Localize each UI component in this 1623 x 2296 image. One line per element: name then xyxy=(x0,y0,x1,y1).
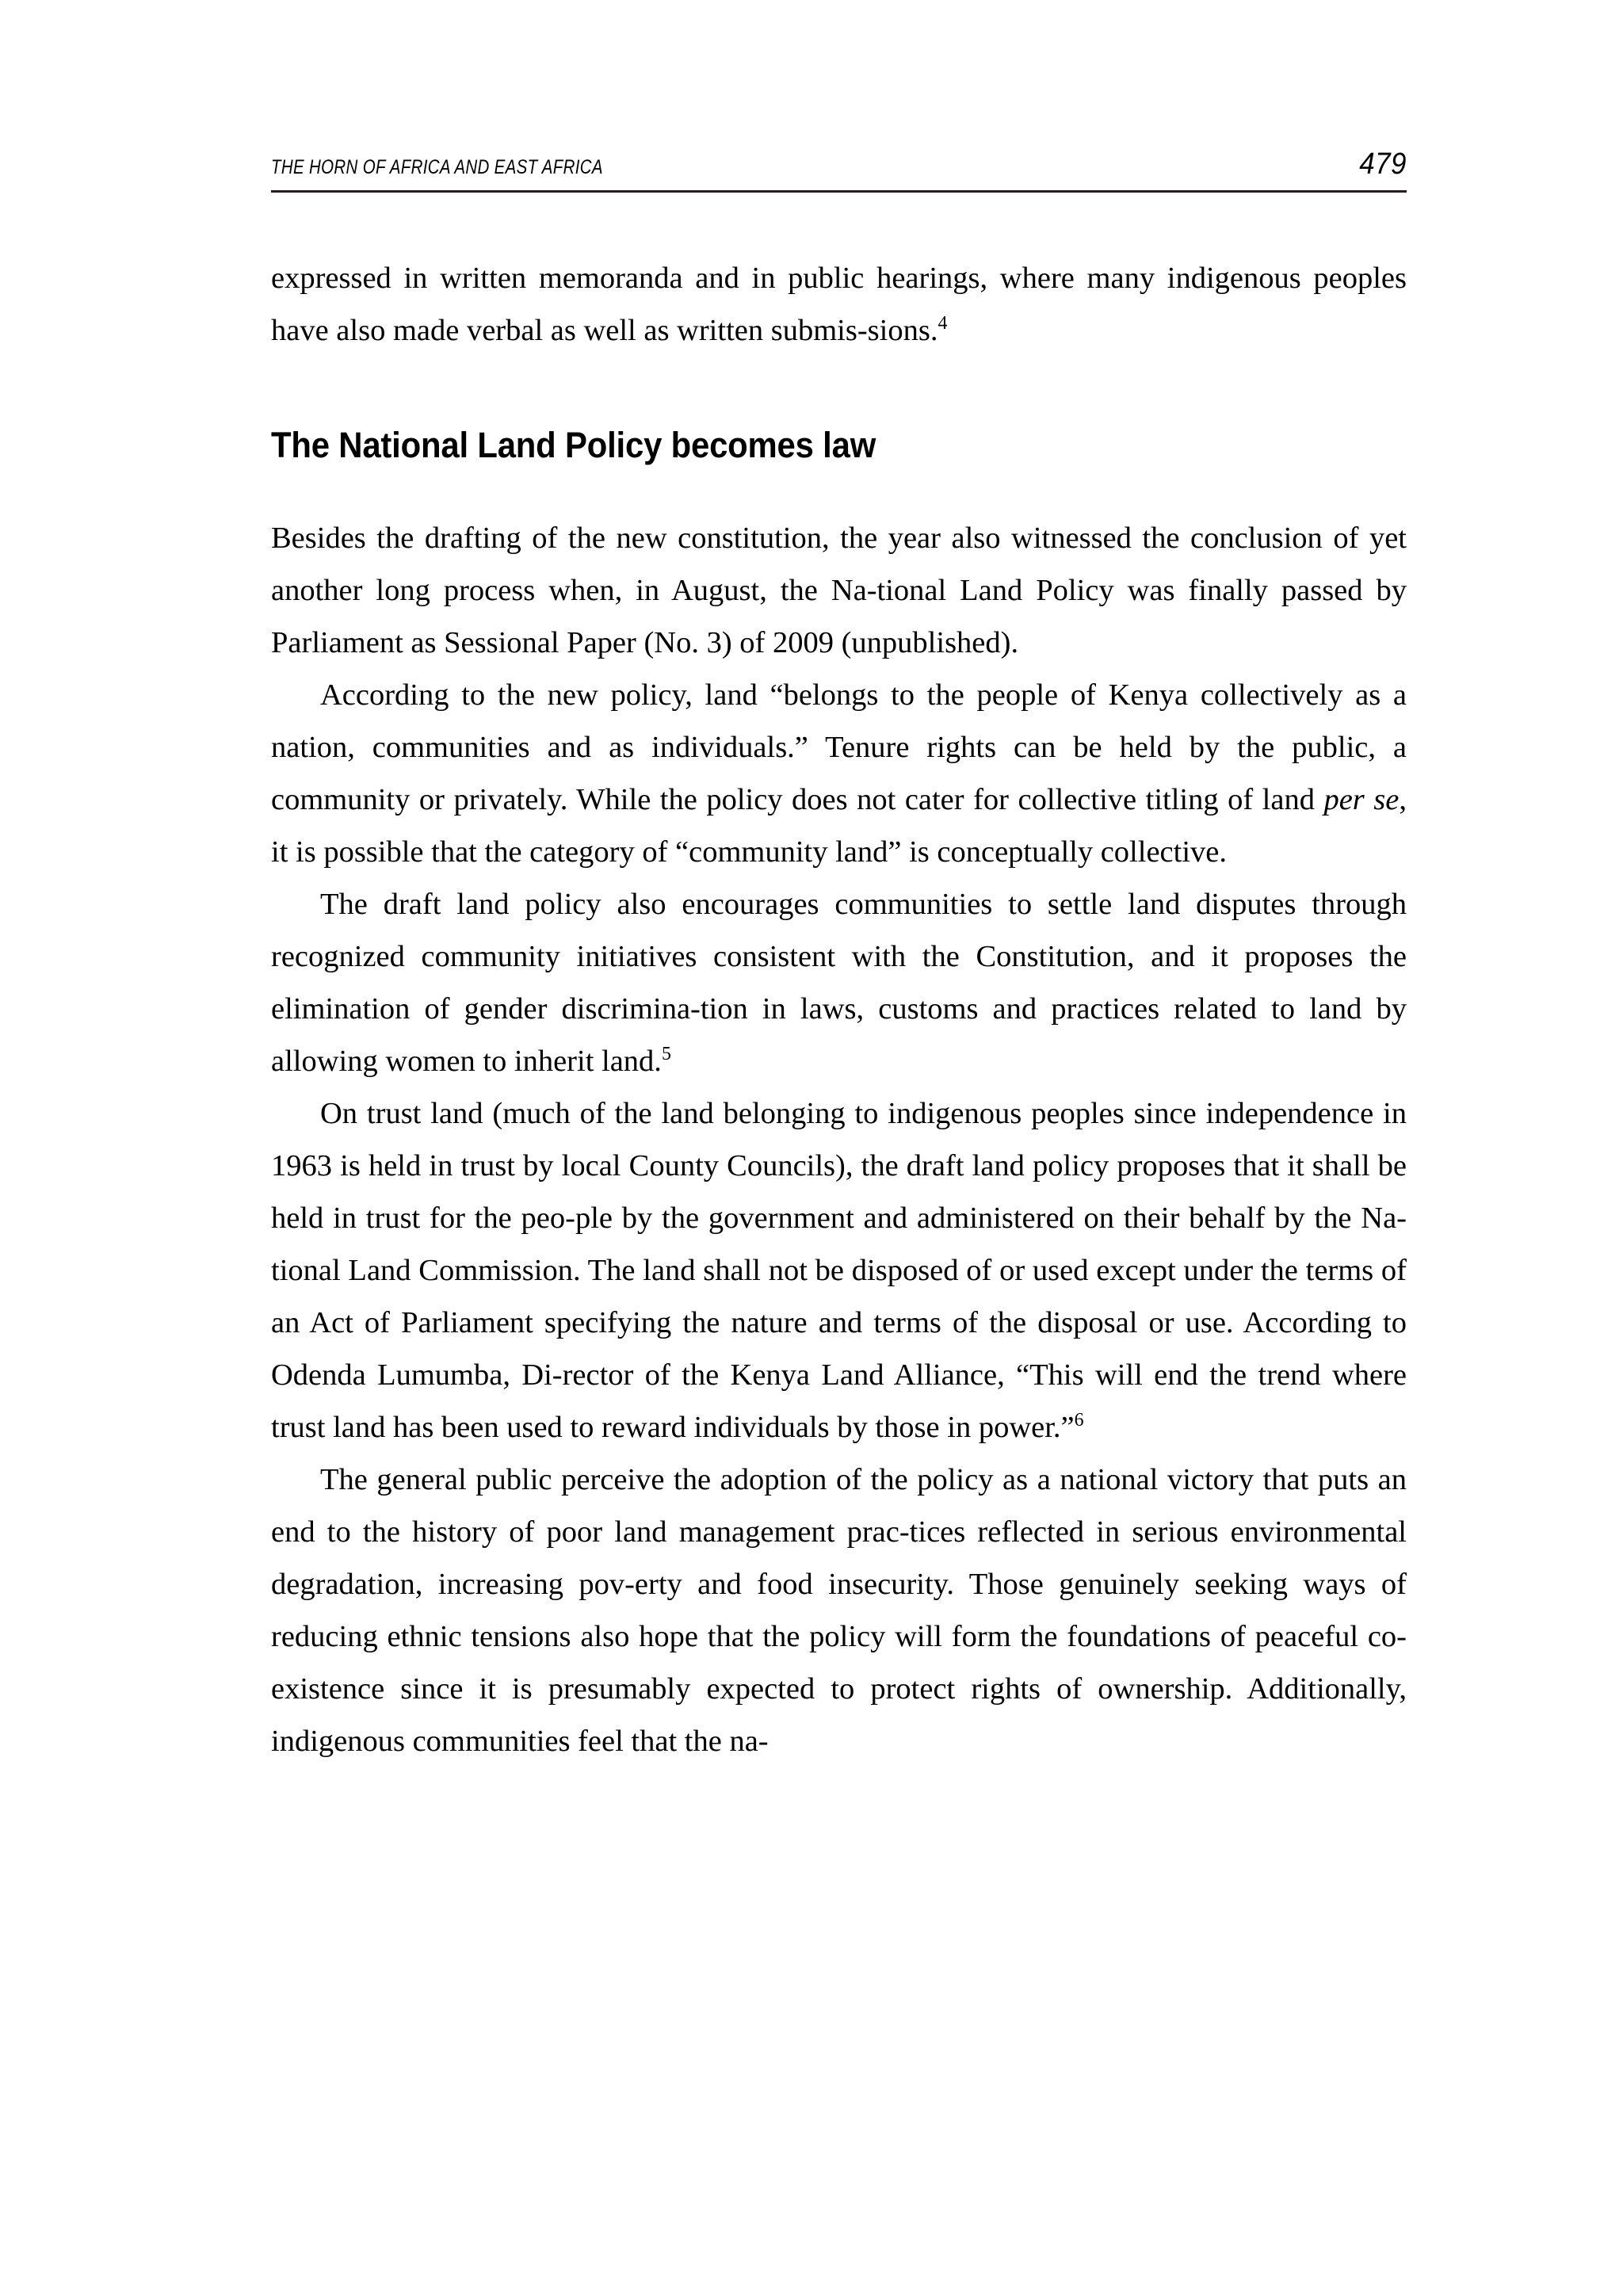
text-column xyxy=(271,252,1407,1767)
header-rule-divider xyxy=(271,190,1407,193)
paragraph-text: expressed in written memoranda and in public hearings, where many indigenous peoples have also made verbal as well as written submis-sions. xyxy=(271,262,1407,347)
paragraph-text-before-italic: According to the new policy, land “belongs to the people of Kenya collectively as a nation, communities and as individuals.” Tenure rights can be held by the public, a community or privately. While the policy does not cater for collective titling of land xyxy=(271,678,1407,816)
footnote-marker-6: 6 xyxy=(1074,1410,1084,1431)
paragraph-text: Besides the drafting of the new constitution, the year also witnessed the conclusion of yet another long process when, in August, the Na-tional Land Policy was finally passed by Parliament as Sessional Paper (No. 3) of 2009 (unpublished). xyxy=(271,521,1407,659)
latin-phrase-per-se: per se xyxy=(1323,783,1400,816)
paragraph-according-to-policy xyxy=(271,669,1407,878)
running-header-title: THE HORN OF AFRICA AND EAST AFRICA xyxy=(271,156,603,178)
footnote-marker-5: 5 xyxy=(661,1044,671,1065)
paragraph-continuation xyxy=(271,252,1407,357)
paragraph-besides-drafting xyxy=(271,512,1407,669)
paragraph-text-after-italic: , it is possible that the category of “community land” is conceptually collective. xyxy=(271,783,1407,869)
running-header xyxy=(271,147,1407,181)
paragraph-general-public xyxy=(271,1454,1407,1767)
spacer-below-heading xyxy=(271,468,1407,512)
spacer-above-heading xyxy=(271,357,1407,423)
paragraph-draft-land-policy xyxy=(271,878,1407,1087)
paragraph-text: The draft land policy also encourages communities to settle land disputes through recognized community initiatives consistent with the Constitution, and it proposes the elimination of gender discrimina-tion in laws, customs and practices related to land by allowing women to inherit land. xyxy=(271,888,1407,1078)
paragraph-text: On trust land (much of the land belonging to indigenous peoples since independence in 1963 is held in trust by local County Councils), the draft land policy proposes that it shall be held in trust for the peo-ple by the government and administered on their behalf by the Na-tional Land Commission. The land shall not be disposed of or used except under the terms of an Act of Parliament specifying the nature and terms of the disposal or use. According to Odenda Lumumba, Di-rector of the Kenya Land Alliance, “This will end the trend where trust land has been used to reward individuals by those in power.” xyxy=(271,1097,1407,1444)
footnote-marker-4: 4 xyxy=(938,313,948,334)
paragraph-on-trust-land xyxy=(271,1087,1407,1454)
section-heading: The National Land Policy becomes law xyxy=(271,425,876,465)
paragraph-text: The general public perceive the adoption of the policy as a national victory that puts an end to the history of poor land management prac-tices reflected in serious environmental degradation, increasing pov-erty and food insecurity. Those genuinely seeking ways of reducing ethnic tensions also hope that the policy will form the foundations of peaceful co-existence since it is presumably expected to protect rights of ownership. Additionally, indigenous communities feel that the na- xyxy=(271,1463,1407,1758)
page-number: 479 xyxy=(1359,147,1407,181)
